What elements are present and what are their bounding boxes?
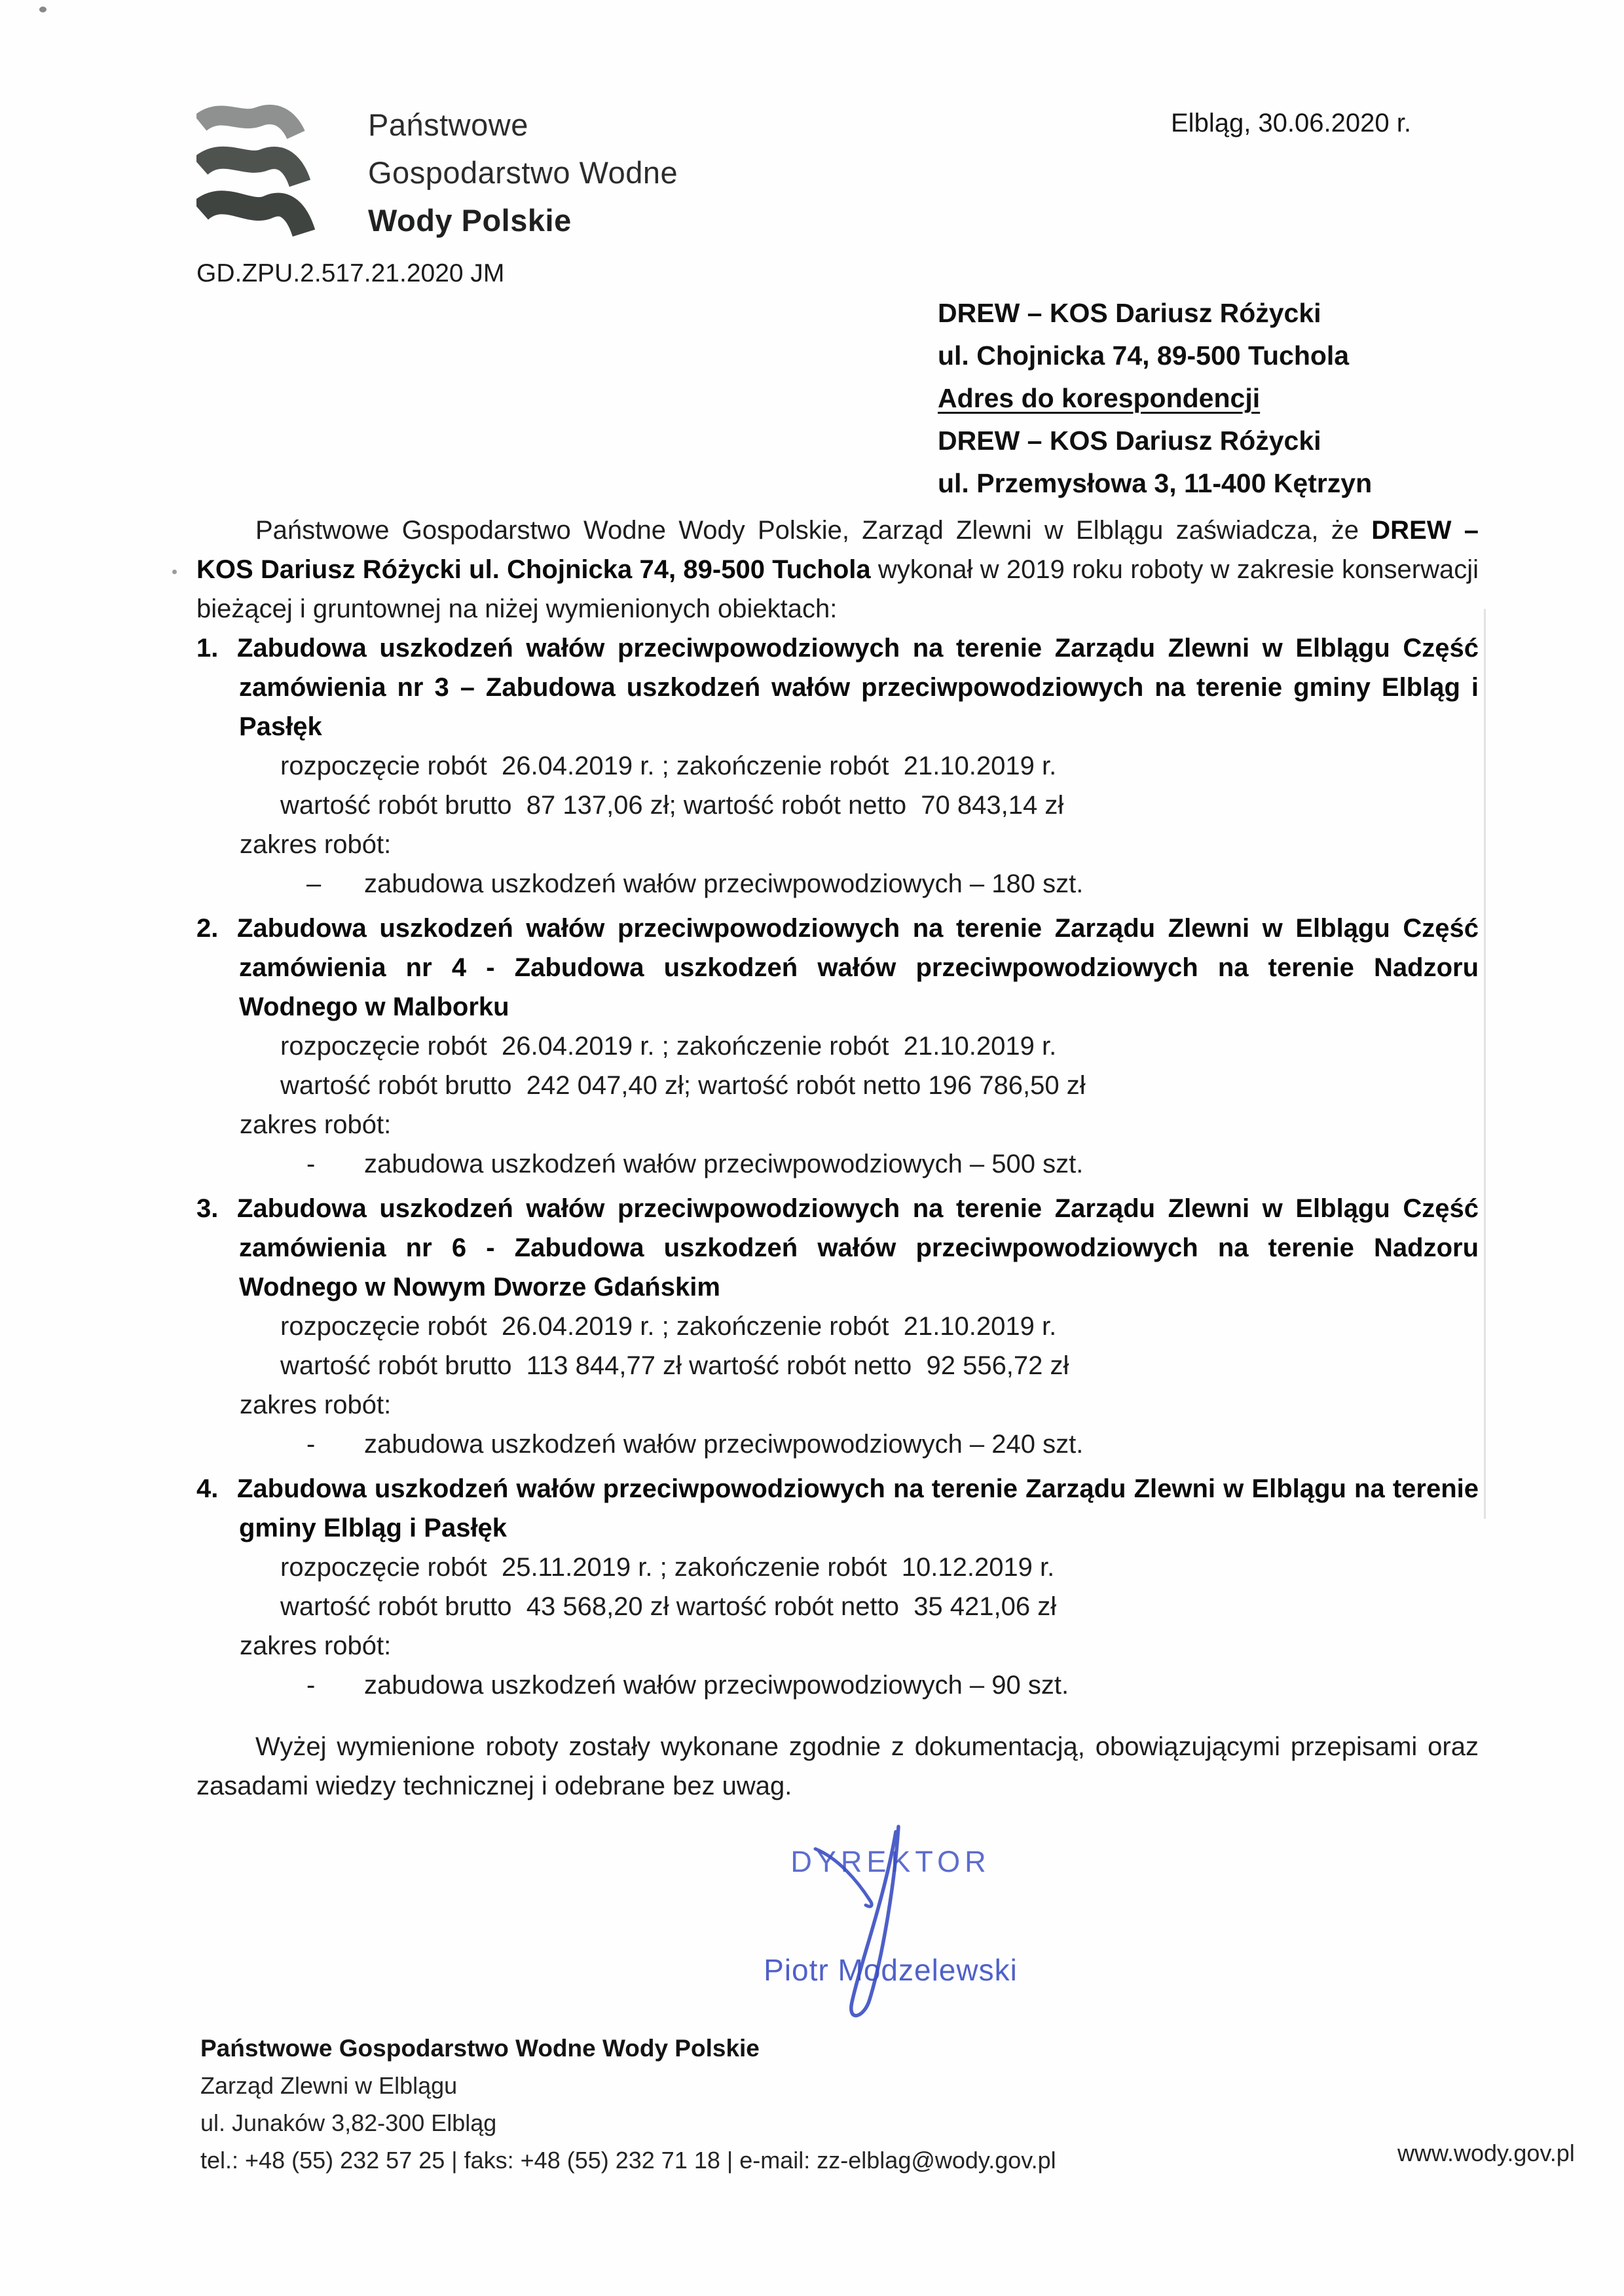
recipient-address: ul. Chojnicka 74, 89-500 Tuchola xyxy=(938,340,1350,371)
item-dates: rozpoczęcie robót 25.11.2019 r. ; zakończenie robót 10.12.2019 r. xyxy=(280,1553,1055,1582)
scope-text: zabudowa uszkodzeń wałów przeciwpowodziowych – 180 szt. xyxy=(364,869,1084,898)
letter-body xyxy=(196,511,1479,1832)
reference-number: GD.ZPU.2.517.21.2020 JM xyxy=(196,259,505,287)
work-item-title xyxy=(196,1189,1479,1307)
item-title-text: Zabudowa uszkodzeń wałów przeciwpowodziowych na terenie Zarządu Zlewni w Elblągu Część zamówienia nr 6 - Zabudowa uszkodzeń wałów przeciwpowodziowych na terenie Nadzoru Wodnego w Nowym Dworze Gdańskim xyxy=(237,1194,1479,1302)
org-name-line1: Państwowe xyxy=(368,107,528,142)
item-values: wartość robót brutto 113 844,77 zł wartość robót netto 92 556,72 zł xyxy=(280,1351,1069,1380)
item-dates: rozpoczęcie robót 26.04.2019 r. ; zakończenie robót 21.10.2019 r. xyxy=(280,752,1057,780)
footer-address: ul. Junaków 3,82-300 Elbląg xyxy=(200,2109,497,2136)
work-item-title xyxy=(196,909,1479,1027)
item-number: 3. xyxy=(196,1194,219,1223)
scope-text: zabudowa uszkodzeń wałów przeciwpowodziowych – 500 szt. xyxy=(364,1150,1084,1178)
intro-paragraph xyxy=(196,511,1479,629)
item-number: 4. xyxy=(196,1474,219,1503)
recipient-block xyxy=(938,292,1372,505)
intro-contractor-bold: DREW – KOS Dariusz Różycki ul. Chojnicka 74, 89-500 Tuchola xyxy=(196,516,1479,584)
scope-dash: – xyxy=(306,869,322,898)
intro-text-2: wykonał w 2019 roku roboty w zakresie konserwacji bieżącej i gruntownej na niżej wymienionych obiektach: xyxy=(196,555,1479,623)
footer-contact-block xyxy=(200,2030,1056,2179)
item-scope-label: zakres robót: xyxy=(240,830,392,859)
work-item-3 xyxy=(196,1189,1479,1464)
item-title-text: Zabudowa uszkodzeń wałów przeciwpowodziowych na terenie Zarządu Zlewni w Elblągu Część zamówienia nr 4 - Zabudowa uszkodzeń wałów przeciwpowodziowych na terenie Nadzoru Wodnego w Malborku xyxy=(237,914,1479,1021)
item-dates: rozpoczęcie robót 26.04.2019 r. ; zakończenie robót 21.10.2019 r. xyxy=(280,1312,1057,1341)
footer-branch: Zarząd Zlewni w Elblągu xyxy=(200,2072,458,2099)
item-scope-label: zakres robót: xyxy=(240,1110,392,1139)
item-scope-label: zakres robót: xyxy=(240,1631,392,1660)
scope-dash: - xyxy=(306,1430,316,1459)
work-item-4 xyxy=(196,1469,1479,1705)
item-number: 1. xyxy=(196,634,219,663)
scope-dash: - xyxy=(306,1671,316,1700)
item-scope-line xyxy=(196,1144,1479,1184)
correspondence-name: DREW – KOS Dariusz Różycki xyxy=(938,426,1321,456)
recipient-name: DREW – KOS Dariusz Różycki xyxy=(938,298,1321,328)
footer-website: www.wody.gov.pl xyxy=(1397,2140,1575,2166)
correspondence-address: ul. Przemysłowa 3, 11-400 Kętrzyn xyxy=(938,468,1373,498)
org-name-line3: Wody Polskie xyxy=(368,203,572,238)
handwritten-signature-icon xyxy=(753,1802,1015,2037)
scan-artifact-line xyxy=(1484,609,1486,1519)
item-scope-line xyxy=(196,1666,1479,1705)
closing-paragraph: Wyżej wymienione roboty zostały wykonane zgodnie z dokumentacją, obowiązującymi przepisami oraz zasadami wiedzy technicznej i odebrane bez uwag. xyxy=(196,1732,1479,1800)
intro-text-1: Państwowe Gospodarstwo Wodne Wody Polskie, Zarząd Zlewni w Elblągu zaświadcza, że xyxy=(255,516,1372,545)
item-scope-line xyxy=(196,864,1479,903)
footer-contact-line: tel.: +48 (55) 232 57 25 | faks: +48 (55) 232 71 18 | e-mail: zz-elblag@wody.gov.pl xyxy=(200,2147,1056,2174)
signature-title-stamp: DYREKTOR xyxy=(790,1845,991,1878)
signature-name-stamp: Piotr Modzelewski xyxy=(764,1953,1018,1987)
footer-org-name: Państwowe Gospodarstwo Wodne Wody Polskie xyxy=(200,2035,760,2062)
work-item-title xyxy=(196,1469,1479,1548)
scope-text: zabudowa uszkodzeń wałów przeciwpowodziowych – 240 szt. xyxy=(364,1430,1084,1459)
scan-speck xyxy=(172,570,177,574)
item-values: wartość robót brutto 43 568,20 zł wartość robót netto 35 421,06 zł xyxy=(280,1592,1057,1621)
item-values: wartość robót brutto 242 047,40 zł; wartość robót netto 196 786,50 zł xyxy=(280,1071,1086,1100)
correspondence-address-label: Adres do korespondencji xyxy=(938,383,1261,413)
item-scope-label: zakres robót: xyxy=(240,1391,392,1419)
item-scope-line xyxy=(196,1425,1479,1464)
wody-polskie-waves-logo-icon xyxy=(196,97,322,247)
scope-text: zabudowa uszkodzeń wałów przeciwpowodziowych – 90 szt. xyxy=(364,1671,1069,1700)
letter-date: Elbląg, 30.06.2020 r. xyxy=(1171,109,1411,137)
work-item-1 xyxy=(196,629,1479,903)
item-number: 2. xyxy=(196,914,219,943)
org-name xyxy=(368,101,678,247)
scan-speck xyxy=(39,7,46,12)
org-name-line2: Gospodarstwo Wodne xyxy=(368,155,678,190)
letterhead xyxy=(196,97,678,247)
work-item-title xyxy=(196,629,1479,746)
item-dates: rozpoczęcie robót 26.04.2019 r. ; zakończenie robót 21.10.2019 r. xyxy=(280,1032,1057,1061)
item-values: wartość robót brutto 87 137,06 zł; wartość robót netto 70 843,14 zł xyxy=(280,791,1064,820)
item-title-text: Zabudowa uszkodzeń wałów przeciwpowodziowych na terenie Zarządu Zlewni w Elblągu Część zamówienia nr 3 – Zabudowa uszkodzeń wałów przeciwpowodziowych na terenie gminy Elbląg i Pasłęk xyxy=(237,634,1479,741)
scope-dash: - xyxy=(306,1150,316,1178)
item-title-text: Zabudowa uszkodzeń wałów przeciwpowodziowych na terenie Zarządu Zlewni w Elblągu na terenie gminy Elbląg i Pasłęk xyxy=(237,1474,1479,1542)
work-item-2 xyxy=(196,909,1479,1184)
